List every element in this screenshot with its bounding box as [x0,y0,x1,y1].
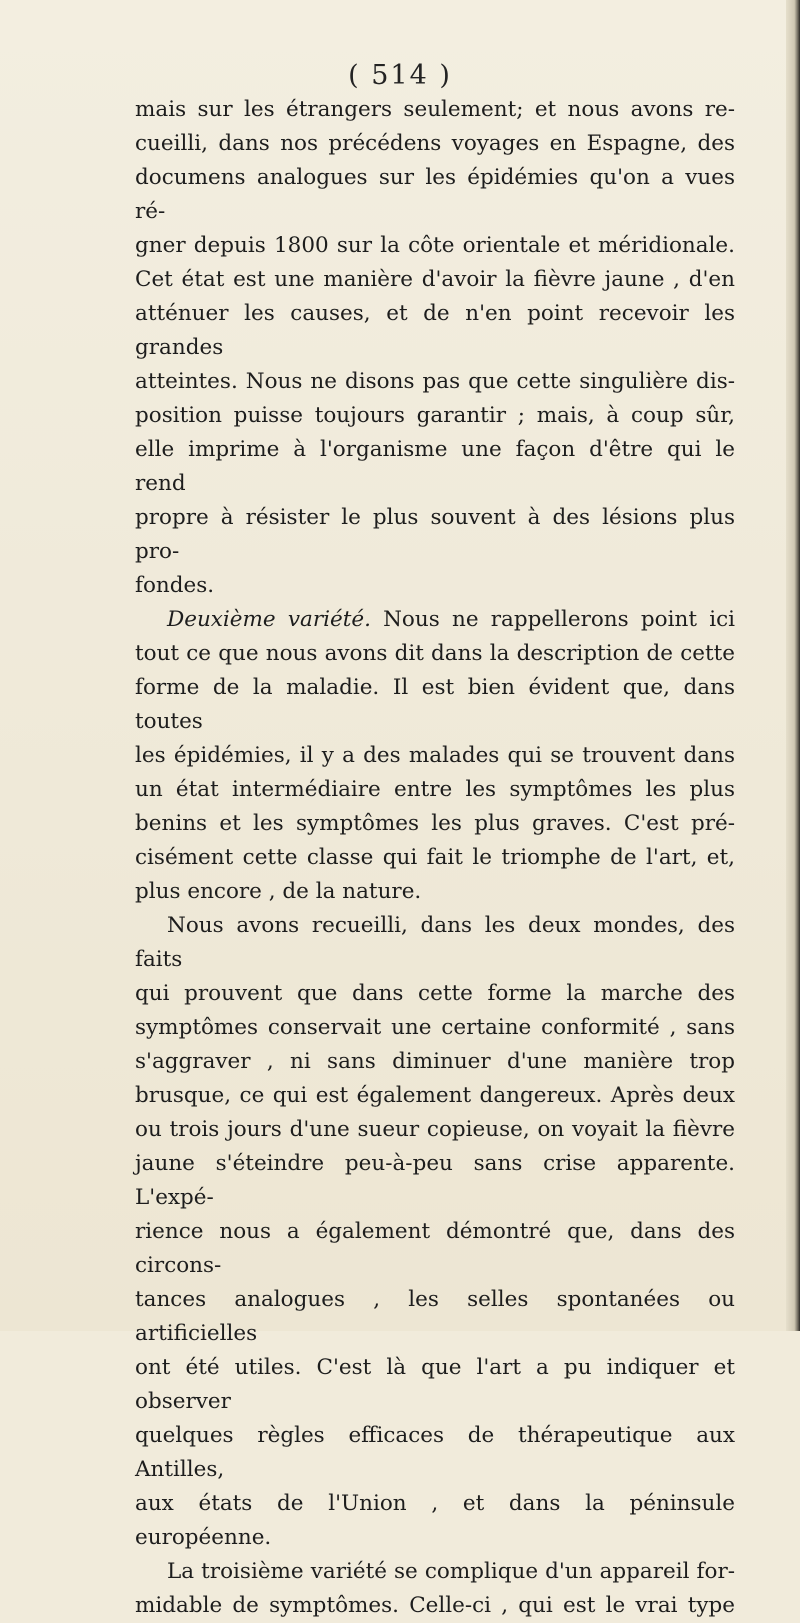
text-line: cueilli, dans nos précédens voyages en Espagne, des [135,131,735,156]
text-line: forme de la maladie. Il est bien évident que, dans toutes [135,675,735,734]
text-line: benins et les symptômes les plus graves. C'est pré- [135,811,735,836]
text-line: atténuer les causes, et de n'en point recevoir les grandes [135,301,735,360]
text-line: propre à résister le plus souvent à des lésions plus pro- [135,505,735,564]
text-line: Nous avons recueilli, dans les deux mondes, des faits [135,913,735,972]
text-line: mais sur les étrangers seulement; et nous avons re- [135,97,735,122]
text-line: jaune s'éteindre peu-à-peu sans crise apparente. L'expé- [135,1151,735,1210]
text-line: La troisième variété se complique d'un appareil for- [167,1559,735,1584]
section-heading: Deuxième variété. [167,607,371,632]
page-edge [786,0,800,1331]
text-line: s'aggraver , ni sans diminuer d'une manière trop [135,1049,735,1074]
text-fragment: Nous ne rappellerons point ici [370,607,735,632]
text-line: tances analogues , les selles spontanées ou artificielles [135,1287,735,1346]
text-line: un état intermédiaire entre les symptômes les plus [135,777,735,802]
text-line: quelques règles efficaces de thérapeutique aux Antilles, [135,1423,735,1482]
text-line: ou trois jours d'une sueur copieuse, on voyait la fièvre [135,1117,735,1142]
page-number: ( 514 ) [348,60,452,91]
text-line: Cet état est une manière d'avoir la fièvre jaune , d'en [135,267,735,292]
text-line: gner depuis 1800 sur la côte orientale et méridionale. [135,233,735,258]
text-line: aux états de l'Union , et dans la péninsule européenne. [135,1491,735,1550]
text-line: fondes. [135,573,215,598]
text-line: les épidémies, il y a des malades qui se trouvent dans [135,743,735,768]
text-line: position puisse toujours garantir ; mais, à coup sûr, [135,403,735,428]
text-line: symptômes conservait une certaine conformité , sans [135,1015,735,1040]
text-line: qui prouvent que dans cette forme la marche des [135,981,735,1006]
text-line: cisément cette classe qui fait le triomphe de l'art, et, [135,845,735,870]
text-line: plus encore , de la nature. [135,879,422,904]
text-line: atteintes. Nous ne disons pas que cette singulière dis- [135,369,735,394]
text-line: midable de symptômes. Celle-ci , qui est le vrai type [135,1593,735,1618]
text-line: rience nous a également démontré que, dans des circons- [135,1219,735,1278]
body-text [135,93,735,1623]
paragraph-heading-line [135,603,735,637]
text-line: elle imprime à l'organisme une façon d'être qui le rend [135,437,735,496]
text-line: documens analogues sur les épidémies qu'on a vues ré- [135,165,735,224]
text-line: brusque, ce qui est également dangereux. Après deux [135,1083,735,1108]
text-line: ont été utiles. C'est là que l'art a pu indiquer et observer [135,1355,735,1414]
text-line: tout ce que nous avons dit dans la description de cette [135,641,735,666]
